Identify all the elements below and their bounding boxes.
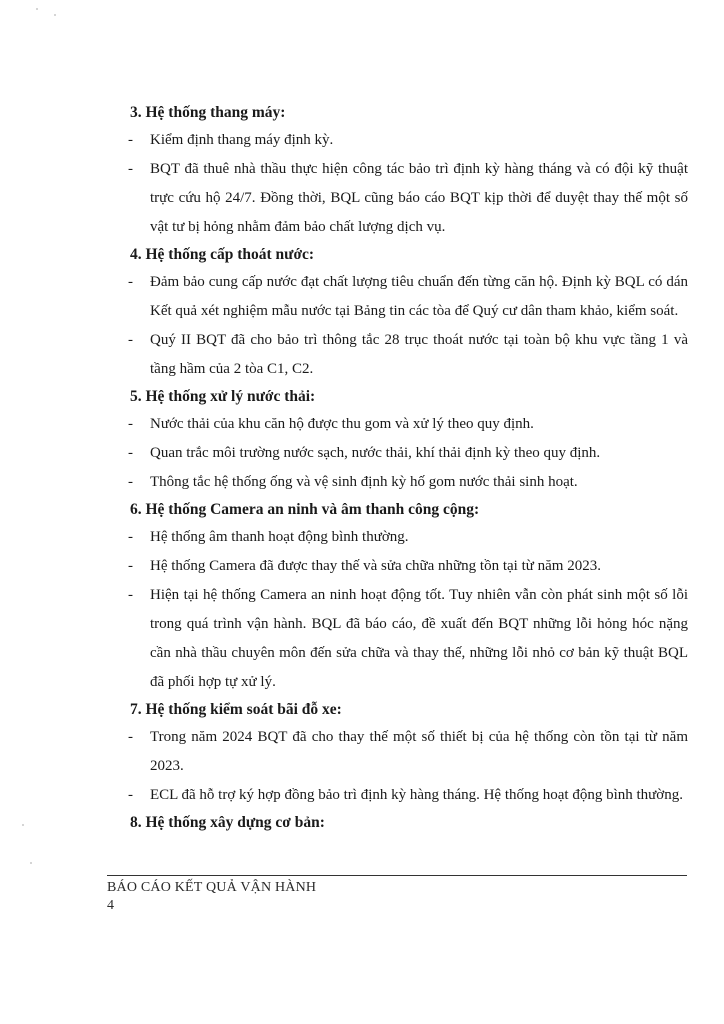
- scan-speck: [54, 14, 56, 16]
- list-item: [112, 552, 688, 581]
- bullet-dash: -: [128, 529, 133, 545]
- list-item: [112, 723, 688, 781]
- list-item: [112, 326, 688, 384]
- list-item-text: Kiểm định thang máy định kỳ.: [150, 132, 334, 148]
- bullet-dash: -: [128, 587, 133, 603]
- bullet-dash: -: [128, 161, 133, 177]
- bullet-dash: -: [128, 729, 133, 745]
- list-item: [112, 126, 688, 155]
- section-heading: 7. Hệ thống kiểm soát bãi đỗ xe:: [130, 701, 342, 718]
- bullet-dash: -: [128, 558, 133, 574]
- list-item-text: Trong năm 2024 BQT đã cho thay thế một số thiết bị của hệ thống còn tồn tại từ năm 2023.: [150, 729, 688, 774]
- list-item: [112, 468, 688, 497]
- section-heading: 3. Hệ thống thang máy:: [130, 104, 286, 121]
- scan-speck: [36, 8, 38, 10]
- list-item-text: Hiện tại hệ thống Camera an ninh hoạt động tốt. Tuy nhiên vẫn còn phát sinh một số lỗi trong quá trình vận hành. BQL đã báo cáo, đề xuất đến BQT những lỗi hỏng hóc nặng cần nhà thầu chuyên môn đến sửa chữa và thay thế, những lỗi nhỏ cơ bản kỹ thuật BQL đã phối hợp tự xử lý.: [150, 587, 688, 690]
- footer-divider: [107, 875, 687, 876]
- list-item-text: Đảm bảo cung cấp nước đạt chất lượng tiêu chuẩn đến từng căn hộ. Định kỳ BQL có dán Kết quả xét nghiệm mẫu nước tại Bảng tin các tòa để Quý cư dân tham khảo, kiểm soát.: [150, 274, 688, 319]
- list-item: [112, 781, 688, 810]
- scan-speck: [22, 824, 24, 826]
- section-heading: 4. Hệ thống cấp thoát nước:: [130, 246, 315, 263]
- list-item: [112, 439, 688, 468]
- section-heading: 8. Hệ thống xây dựng cơ bản:: [130, 814, 325, 831]
- section-heading: 6. Hệ thống Camera an ninh và âm thanh công cộng:: [130, 501, 480, 518]
- bullet-dash: -: [128, 445, 133, 461]
- list-item-text: Quý II BQT đã cho bảo trì thông tắc 28 trục thoát nước tại toàn bộ khu vực tầng 1 và tầng hầm của 2 tòa C1, C2.: [150, 332, 688, 377]
- list-item-text: BQT đã thuê nhà thầu thực hiện công tác bảo trì định kỳ hàng tháng và có đội kỹ thuật trực cứu hộ 24/7. Đồng thời, BQL cũng báo cáo BQT kịp thời để duyệt thay thế một số vật tư bị hỏng nhằm đảm bảo chất lượng dịch vụ.: [150, 161, 688, 235]
- list-item-text: Nước thải của khu căn hộ được thu gom và xử lý theo quy định.: [150, 416, 534, 432]
- list-item: [112, 581, 688, 697]
- list-item-text: ECL đã hỗ trợ ký hợp đồng bảo trì định kỳ hàng tháng. Hệ thống hoạt động bình thường.: [150, 787, 683, 803]
- bullet-dash: -: [128, 332, 133, 348]
- bullet-dash: -: [128, 132, 133, 148]
- list-item-text: Thông tắc hệ thống ống và vệ sinh định kỳ hố gom nước thải sinh hoạt.: [150, 474, 578, 490]
- footer-title: BÁO CÁO KẾT QUẢ VẬN HÀNH: [107, 880, 317, 895]
- list-item: [112, 155, 688, 242]
- document-body: [112, 100, 688, 836]
- list-item: [112, 410, 688, 439]
- list-item-text: Hệ thống âm thanh hoạt động bình thường.: [150, 529, 409, 545]
- bullet-dash: -: [128, 274, 133, 290]
- bullet-dash: -: [128, 416, 133, 432]
- list-item-text: Hệ thống Camera đã được thay thế và sửa chữa những tồn tại từ năm 2023.: [150, 558, 601, 574]
- section-heading: 5. Hệ thống xử lý nước thải:: [130, 388, 316, 405]
- scan-speck: [30, 862, 32, 864]
- list-item: [112, 268, 688, 326]
- list-item: [112, 523, 688, 552]
- page-number: 4: [107, 898, 114, 913]
- bullet-dash: -: [128, 787, 133, 803]
- bullet-dash: -: [128, 474, 133, 490]
- list-item-text: Quan trắc môi trường nước sạch, nước thải, khí thải định kỳ theo quy định.: [150, 445, 601, 461]
